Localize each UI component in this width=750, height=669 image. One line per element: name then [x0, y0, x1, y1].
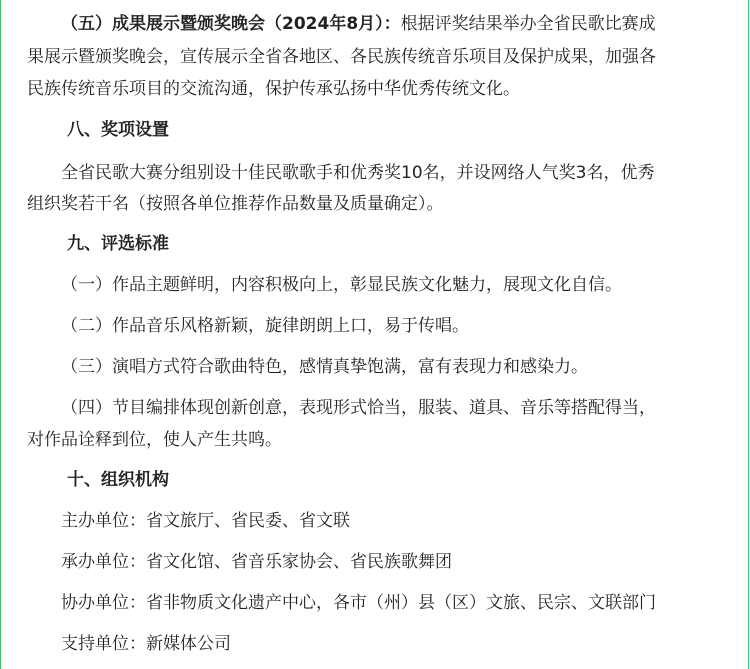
sec5-line1	[61, 12, 656, 36]
sec10-heading: 十、组织机构	[67, 470, 169, 490]
sec10-co-organizer: 协办单位：省非物质文化遗产中心，各市（州）县（区）文旅、民宗、文联部门	[61, 593, 656, 613]
sec9-item4-line2: 对作品诠释到位，使人产生共鸣。	[27, 430, 282, 450]
sec9-item2: （二）作品音乐风格新颖，旋律朗朗上口，易于传唱。	[61, 316, 469, 336]
sec5-line1-text: 根据评奖结果举办全省民歌比赛成	[400, 14, 656, 34]
sec9-item1: （一）作品主题鲜明，内容积极向上，彰显民族文化魅力，展现文化自信。	[61, 275, 622, 295]
sec5-line3: 民族传统音乐项目的交流沟通，保护传承弘扬中华优秀传统文化。	[27, 79, 520, 99]
sec9-item4-line1: （四）节目编排体现创新创意，表现形式恰当，服装、道具、音乐等搭配得当，	[61, 398, 656, 418]
sec9-heading: 九、评选标准	[67, 234, 169, 254]
sec5-line2: 果展示暨颁奖晚会，宣传展示全省各地区、各民族传统音乐项目及保护成果，加强各	[27, 47, 656, 67]
sec10-supporter: 支持单位：新媒体公司	[61, 634, 231, 654]
sec9-item3: （三）演唱方式符合歌曲特色，感情真挚饱满，富有表现力和感染力。	[61, 357, 588, 377]
sec10-host: 主办单位：省文旅厅、省民委、省文联	[61, 511, 350, 531]
sec8-line1: 全省民歌大赛分组别设十佳民歌歌手和优秀奖10名，并设网络人气奖3名，优秀	[61, 163, 655, 183]
sec5-title: （五）成果展示暨颁奖晚会（2024年8月）：	[61, 14, 401, 34]
sec8-heading: 八、奖项设置	[67, 120, 169, 140]
sec10-organizer: 承办单位：省文化馆、省音乐家协会、省民族歌舞团	[61, 552, 452, 572]
sec8-line2: 组织奖若干名（按照各单位推荐作品数量及质量确定）。	[27, 194, 444, 214]
